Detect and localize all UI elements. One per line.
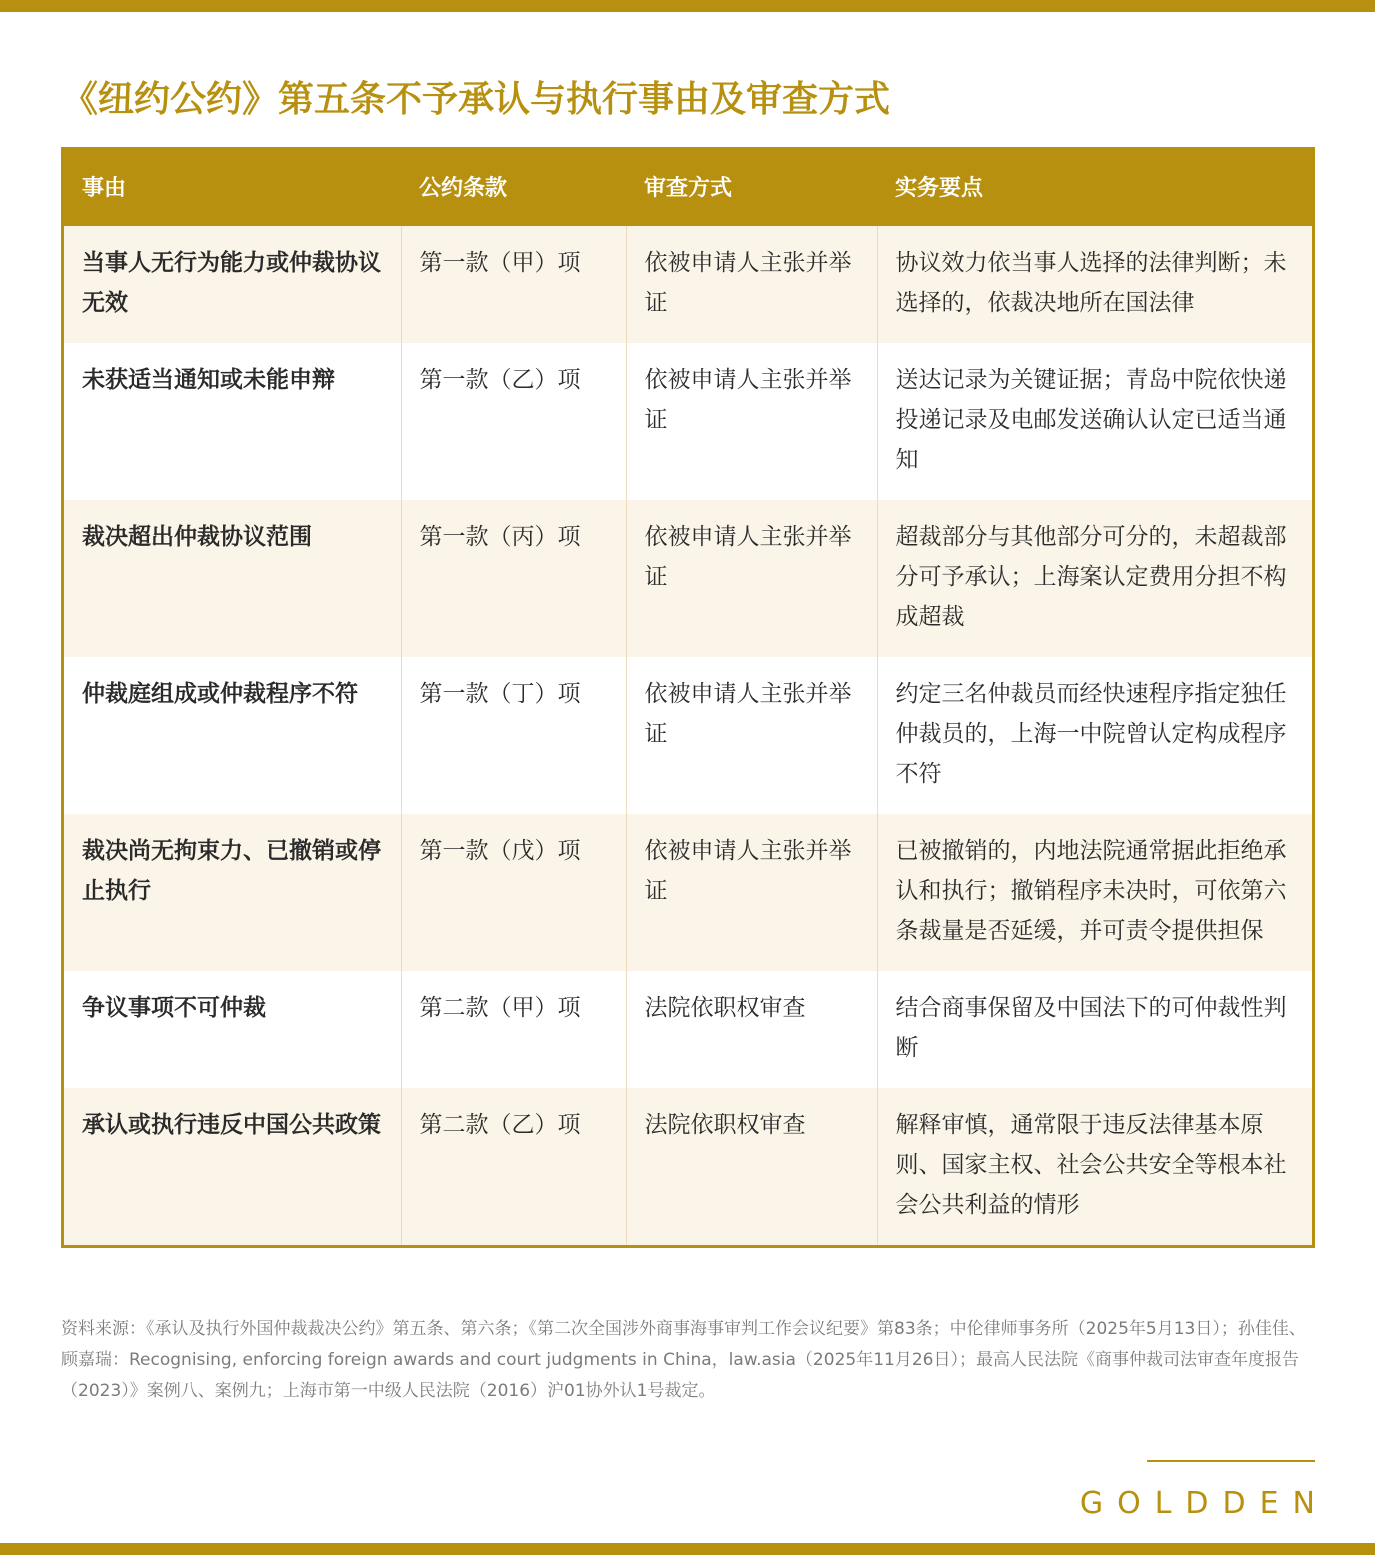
- cell-practice-points: 协议效力依当事人选择的法律判断；未选择的，依裁决地所在国法律: [877, 224, 1312, 343]
- cell-clause: 第二款（甲）项: [401, 971, 626, 1088]
- cell-clause: 第一款（乙）项: [401, 343, 626, 500]
- cell-review-method: 依被申请人主张并举证: [626, 224, 877, 343]
- cell-practice-points: 送达记录为关键证据；青岛中院依快递投递记录及电邮发送确认认定已适当通知: [877, 343, 1312, 500]
- bottom-accent-bar: [0, 1543, 1375, 1555]
- brand-logo: GOLDDEN: [1079, 1486, 1329, 1521]
- top-accent-bar: [0, 0, 1375, 12]
- cell-clause: 第一款（甲）项: [401, 224, 626, 343]
- cell-ground: 裁决超出仲裁协议范围: [64, 500, 401, 657]
- table-row: [64, 224, 1312, 343]
- cell-review-method: 依被申请人主张并举证: [626, 500, 877, 657]
- cell-review-method: 依被申请人主张并举证: [626, 657, 877, 814]
- table-row: [64, 1088, 1312, 1245]
- header-review-method: 审查方式: [626, 150, 877, 224]
- source-note: 资料来源：《承认及执行外国仲裁裁决公约》第五条、第六条；《第二次全国涉外商事海事审判工作会议纪要》第83条；中伦律师事务所（2025年5月13日）；孙佳佳、顾嘉瑞：Recognising, enforcing foreign awards and court judgments in China，law.asia（2025年11月26日）；最高人民法院《商事仲裁司法审查年度报告（2023）》案例八、案例九；上海市第一中级人民法院（2016）沪01协外认1号裁定。: [61, 1319, 1306, 1401]
- cell-clause: 第一款（丁）项: [401, 657, 626, 814]
- table-row: [64, 343, 1312, 500]
- page-title: 《纽约公约》第五条不予承认与执行事由及审查方式: [62, 79, 891, 120]
- cell-review-method: 法院依职权审查: [626, 1088, 877, 1245]
- table-row: [64, 500, 1312, 657]
- table-row: [64, 657, 1312, 814]
- cell-clause: 第一款（戊）项: [401, 814, 626, 971]
- cell-practice-points: 已被撤销的，内地法院通常据此拒绝承认和执行；撤销程序未决时，可依第六条裁量是否延缓，并可责令提供担保: [877, 814, 1312, 971]
- cell-practice-points: 解释审慎，通常限于违反法律基本原则、国家主权、社会公共安全等根本社会公共利益的情形: [877, 1088, 1312, 1245]
- header-ground: 事由: [64, 150, 401, 224]
- cell-practice-points: 约定三名仲裁员而经快速程序指定独任仲裁员的，上海一中院曾认定构成程序不符: [877, 657, 1312, 814]
- cell-ground: 当事人无行为能力或仲裁协议无效: [64, 224, 401, 343]
- header-practice-points: 实务要点: [877, 150, 1312, 224]
- cell-review-method: 依被申请人主张并举证: [626, 343, 877, 500]
- cell-ground: 承认或执行违反中国公共政策: [64, 1088, 401, 1245]
- cell-review-method: 依被申请人主张并举证: [626, 814, 877, 971]
- cell-practice-points: 超裁部分与其他部分可分的，未超裁部分可予承认；上海案认定费用分担不构成超裁: [877, 500, 1312, 657]
- brand-divider: [1147, 1460, 1315, 1462]
- table-row: [64, 971, 1312, 1088]
- table-row: [64, 814, 1312, 971]
- grounds-table: [61, 147, 1315, 1248]
- cell-ground: 争议事项不可仲裁: [64, 971, 401, 1088]
- cell-clause: 第一款（丙）项: [401, 500, 626, 657]
- header-clause: 公约条款: [401, 150, 626, 224]
- cell-ground: 仲裁庭组成或仲裁程序不符: [64, 657, 401, 814]
- table-header-row: [64, 150, 1312, 224]
- cell-practice-points: 结合商事保留及中国法下的可仲裁性判断: [877, 971, 1312, 1088]
- cell-clause: 第二款（乙）项: [401, 1088, 626, 1245]
- cell-ground: 未获适当通知或未能申辩: [64, 343, 401, 500]
- cell-review-method: 法院依职权审查: [626, 971, 877, 1088]
- cell-ground: 裁决尚无拘束力、已撤销或停止执行: [64, 814, 401, 971]
